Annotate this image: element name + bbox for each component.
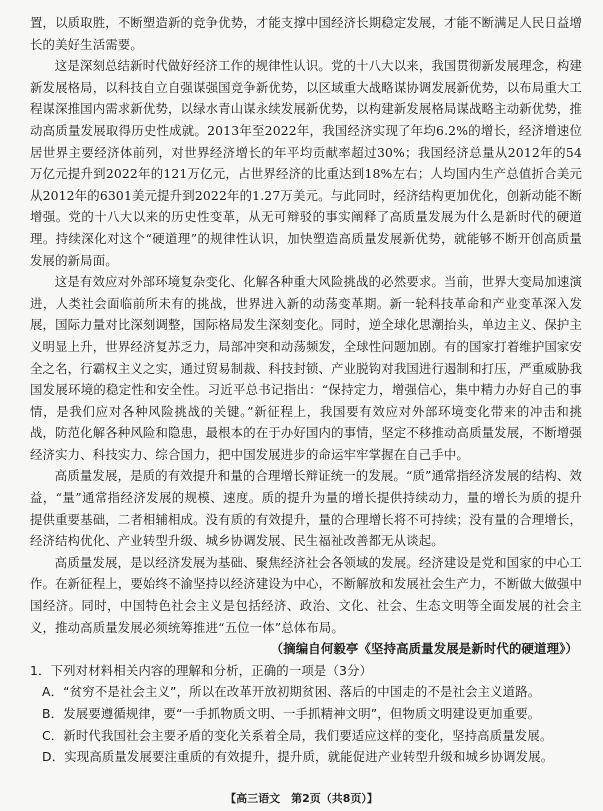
page-content <box>30 12 582 768</box>
passage-paragraph: 这是深刻总结新时代做好经济工作的规律性认识。党的十八大以来，我国贯彻新发展理念，构建新发展格局，以科技自立自强谋强国竞争新优势，以区域重大战略谋协调发展新优势，以布局重大工程谋深推国内需求新优势，以绿水青山谋永续发展新优势，以构建新发展格局谋战略主动新优势，推动高质量发展取得历史性成就。2013年至2022年，我国经济实现了年均6.2%的增长，经济增速位居世界主要经济体前列，对世界经济增长的年平均贡献率超过30%；我国经济总量从2012年的54万亿元提升到2022年的121万亿元，占世界经济的比重达到18%左右；人均国内生产总值折合美元从2012年的6301美元提升到2022年的1.27万美元。与此同时，经济结构更加优化，创新动能不断增强。党的十八大以来的历史性变革，从无可辩驳的事实阐释了高质量发展为什么是新时代的硬道理。持续深化对这个“硬道理”的规律性认识，加快塑造高质量发展新优势，就能够不断开创高质量发展的新局面。 <box>30 58 582 268</box>
page-footer: 【高三语文 第2页（共8页）】 <box>225 792 378 805</box>
question-option-a: A．“贫穷不是社会主义”，所以在改革开放初期贫困、落后的中国走的不是社会主义道路。 <box>42 684 541 700</box>
passage-citation: （摘编自何毅亭《坚持高质量发展是新时代的硬道理》） <box>270 641 578 657</box>
question-option-d: D．实现高质量发展要注重质的有效提升，提升质，就能促进产业转型升级和城乡协调发展。 <box>42 749 554 765</box>
passage-paragraph-continued: 置，以质取胜，不断塑造新的竞争优势，才能支撑中国经济长期稳定发展，才能不断满足人民日益增长的美好生活需要。 <box>30 15 582 52</box>
question-option-b: B．发展要遵循规律，要“一手抓物质文明、一手抓精神文明”，但物质文明建设更加重要。 <box>42 706 541 721</box>
passage-paragraph: 高质量发展，是以经济发展为基础、聚焦经济社会各领域的发展。经济建设是党和国家的中心工作。在新征程上，要始终不渝坚持以经济建设为中心，不断解放和发展社会生产力，不断做大做强中国经济。同时，中国特色社会主义是包括经济、政治、文化、社会、生态文明等全面发展的社会主义，推动高质量发展必须统筹推进“五位一体”总体布局。 <box>30 554 582 635</box>
question-stem: 1．下列对材料相关内容的理解和分析，正确的一项是（3分） <box>30 662 373 678</box>
question-option-c: C．新时代我国社会主要矛盾的变化关系着全局，我们要适应这样的变化，坚持高质量发展。 <box>42 727 553 743</box>
passage-paragraph: 高质量发展，是质的有效提升和量的合理增长辩证统一的发展。“质”通常指经济发展的结构、效益，“量”通常指经济发展的规模、速度。质的提升为量的增长提供持续动力，量的增长为质的提升提供重要基础，二者相辅相成。没有质的有效提升，量的合理增长将不可持续；没有量的合理增长，经济结构优化、产业转型升级、城乡协调发展、民生福祉改善都无从谈起。 <box>30 468 582 549</box>
passage-paragraph: 这是有效应对外部环境复杂变化、化解各种重大风险挑战的必然要求。当前，世界大变局加速演进，人类社会面临前所未有的挑战，世界进入新的动荡变革期。新一轮科技革命和产业变革深入发展，国际力量对比深刻调整，国际格局发生深刻变化。同时，逆全球化思潮抬头，单边主义、保护主义明显上升，世界经济复苏乏力，局部冲突和动荡频发，全球性问题加剧。有的国家打着维护国家安全之名，行霸权主义之实，通过贸易制裁、科技封锁、产业脱钩对我国进行遏制和打压，严重威胁我国发展环境的稳定性和安全性。习近平总书记指出：“保持定力，增强信心，集中精力办好自己的事情，是我们应对各种风险挑战的关键。”新征程上，我国要有效应对外部环境变化带来的冲击和挑战，防范化解各种风险和隐患，最根本的在于办好国内的事情，坚定不移推动高质量发展，不断增强经济实力、科技实力、综合国力，把中国发展进步的命运牢牢掌握在自己手中。 <box>30 274 582 462</box>
